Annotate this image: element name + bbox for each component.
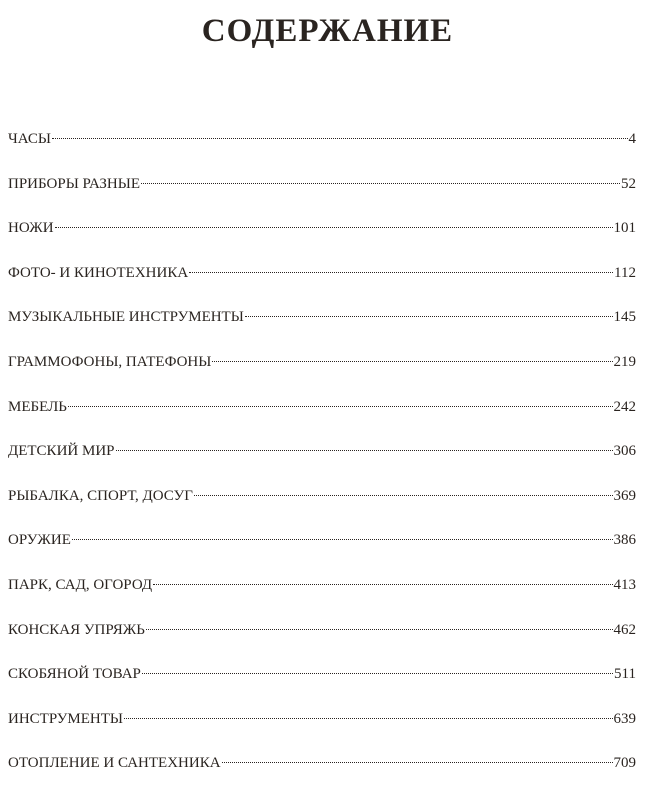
toc-entry-page: 639 <box>613 710 636 727</box>
toc-entry-page: 112 <box>614 264 636 281</box>
toc-entry-title: КОНСКАЯ УПРЯЖЬ <box>8 621 145 638</box>
dot-leader <box>68 394 613 407</box>
toc-entry[interactable] <box>8 429 636 474</box>
toc-entry[interactable] <box>8 608 636 653</box>
toc-entry-title: РЫБАЛКА, СПОРТ, ДОСУГ <box>8 487 193 504</box>
toc-entry[interactable] <box>8 518 636 563</box>
toc-entry-title: ГРАММОФОНЫ, ПАТЕФОНЫ <box>8 353 212 370</box>
table-of-contents <box>8 117 636 786</box>
dot-leader <box>153 572 612 585</box>
toc-entry-title: ЧАСЫ <box>8 131 51 147</box>
toc-entry[interactable] <box>8 206 636 251</box>
toc-entry-page: 101 <box>613 220 636 237</box>
dot-leader <box>55 215 613 228</box>
toc-entry-title: ПРИБОРЫ РАЗНЫЕ <box>8 175 140 192</box>
dot-leader <box>245 304 613 317</box>
dot-leader <box>116 438 613 451</box>
toc-entry-title: ДЕТСКИЙ МИР <box>8 443 115 460</box>
page-title: СОДЕРЖАНИЕ <box>201 13 454 49</box>
dot-leader <box>146 617 613 630</box>
toc-entry-page: 242 <box>613 398 636 415</box>
toc-entry[interactable] <box>8 162 636 207</box>
toc-entry-page: 386 <box>613 532 636 549</box>
toc-entry-title: ФОТО- И КИНОТЕХНИКА <box>8 264 189 281</box>
toc-entry-title: МУЗЫКАЛЬНЫЕ ИНСТРУМЕНТЫ <box>8 309 244 326</box>
toc-entry[interactable] <box>8 295 636 340</box>
toc-entry[interactable] <box>8 741 636 786</box>
toc-entry-page: 462 <box>613 621 636 638</box>
toc-entry-page: 306 <box>613 443 636 460</box>
dot-leader <box>52 126 628 139</box>
toc-entry-title: НОЖИ <box>8 220 54 237</box>
dot-leader <box>141 171 620 184</box>
toc-entry[interactable] <box>8 474 636 519</box>
dot-leader <box>72 527 613 540</box>
toc-entry[interactable] <box>8 340 636 385</box>
dot-leader <box>222 750 613 763</box>
toc-entry-page: 413 <box>613 576 636 593</box>
toc-entry-page: 511 <box>614 666 636 683</box>
dot-leader <box>124 706 613 719</box>
toc-entry-page: 4 <box>628 131 636 147</box>
dot-leader <box>194 483 613 496</box>
toc-entry-title: ПАРК, САД, ОГОРОД <box>8 576 153 593</box>
toc-entry[interactable] <box>8 385 636 430</box>
toc-entry-page: 369 <box>613 487 636 504</box>
toc-entry-page: 145 <box>613 309 636 326</box>
toc-entry[interactable] <box>8 652 636 697</box>
toc-entry-title: СКОБЯНОЙ ТОВАР <box>8 666 141 683</box>
toc-entry[interactable] <box>8 117 636 162</box>
toc-entry-page: 709 <box>613 755 636 772</box>
toc-entry-title: МЕБЕЛЬ <box>8 398 67 415</box>
dot-leader <box>142 661 613 674</box>
toc-entry-title: ОРУЖИЕ <box>8 532 71 549</box>
toc-entry[interactable] <box>8 251 636 296</box>
dot-leader <box>189 260 613 273</box>
toc-entry-page: 52 <box>621 175 636 192</box>
dot-leader <box>212 349 612 362</box>
toc-entry-page: 219 <box>613 353 636 370</box>
toc-entry[interactable] <box>8 563 636 608</box>
toc-entry-title: ИНСТРУМЕНТЫ <box>8 710 123 727</box>
toc-entry[interactable] <box>8 697 636 742</box>
toc-entry-title: ОТОПЛЕНИЕ И САНТЕХНИКА <box>8 755 221 772</box>
